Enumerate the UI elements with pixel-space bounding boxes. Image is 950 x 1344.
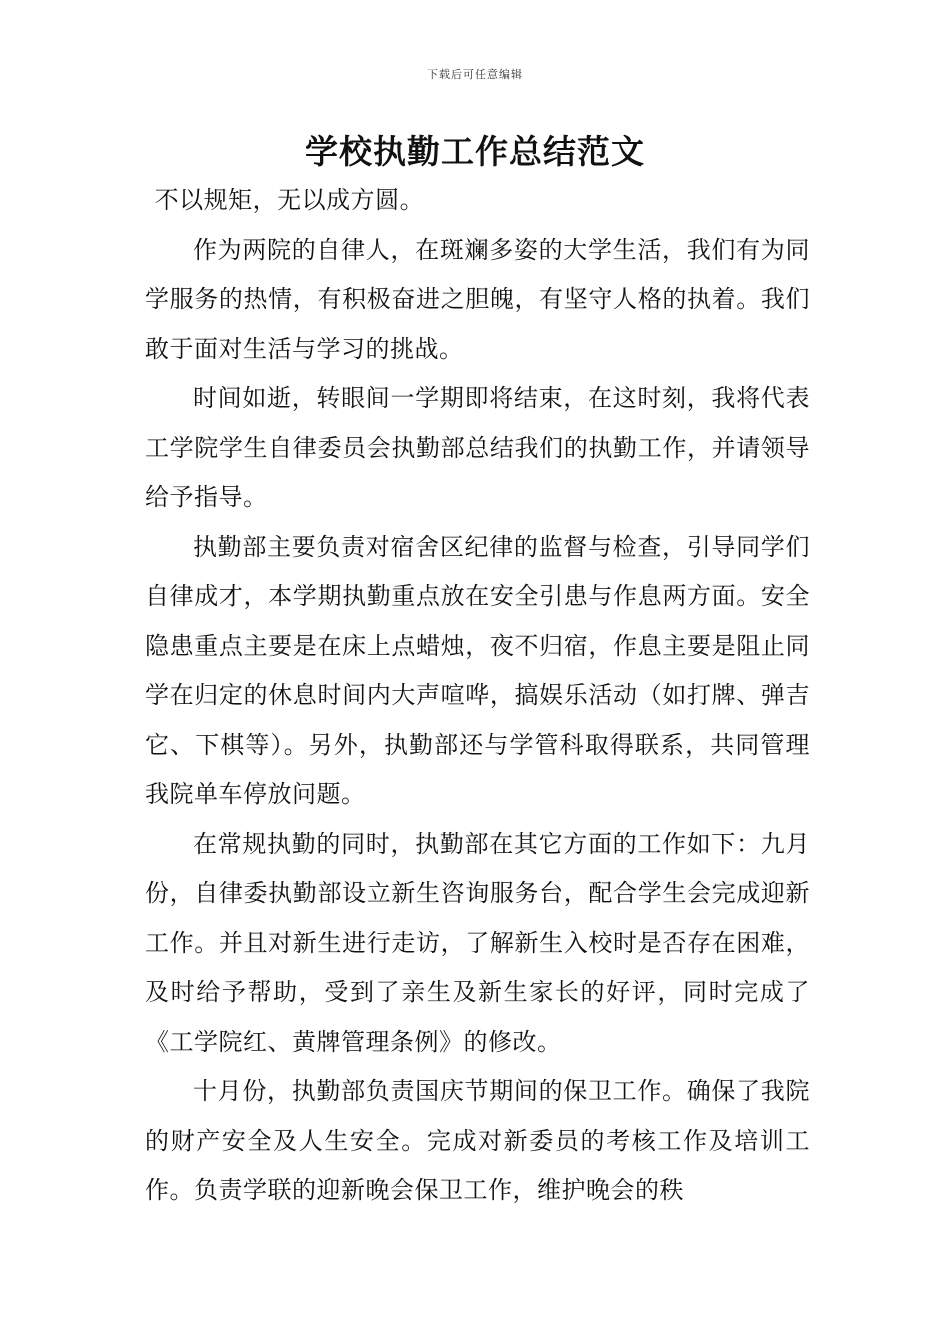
paragraph-6: 十月份，执勤部负责国庆节期间的保卫工作。确保了我院的财产安全及人生安全。完成对新委员的考核工作及培训工作。负责学联的迎新晚会保卫工作，维护晚会的秩 [145,1077,810,1204]
paragraph-2: 作为两院的自律人，在斑斓多姿的大学生活，我们有为同学服务的热情，有积极奋进之胆魄，有坚守人格的执着。我们敢于面对生活与学习的挑战。 [145,235,810,363]
paragraph-5: 在常规执勤的同时，执勤部在其它方面的工作如下：九月份，自律委执勤部设立新生咨询服务台，配合学生会完成迎新工作。并且对新生进行走访，了解新生入校时是否存在困难，及时给予帮助，受到了亲生及新生家长的好评，同时完成了《工学院红、黄牌管理条例》的修改。 [145,829,810,1056]
document-body [145,176,810,1216]
paragraph-1: 不以规矩，无以成方圆。 [154,186,425,214]
paragraph-4: 执勤部主要负责对宿舍区纪律的监督与检查，引导同学们自律成才，本学期执勤重点放在安全引患与作息两方面。安全隐患重点主要是在床上点蜡烛，夜不归宿，作息主要是阻止同学在归定的休息时间内大声喧哗，搞娱乐活动（如打牌、弹吉它、下棋等）。另外，执勤部还与学管科取得联系，共同管理我院单车停放问题。 [145,532,810,808]
document-title: 学校执勤工作总结范文 [305,132,645,171]
header-note: 下载后可任意编辑 [427,68,523,81]
paragraph-3: 时间如逝，转眼间一学期即将结束，在这时刻，我将代表工学院学生自律委员会执勤部总结我们的执勤工作，并请领导给予指导。 [145,384,810,511]
